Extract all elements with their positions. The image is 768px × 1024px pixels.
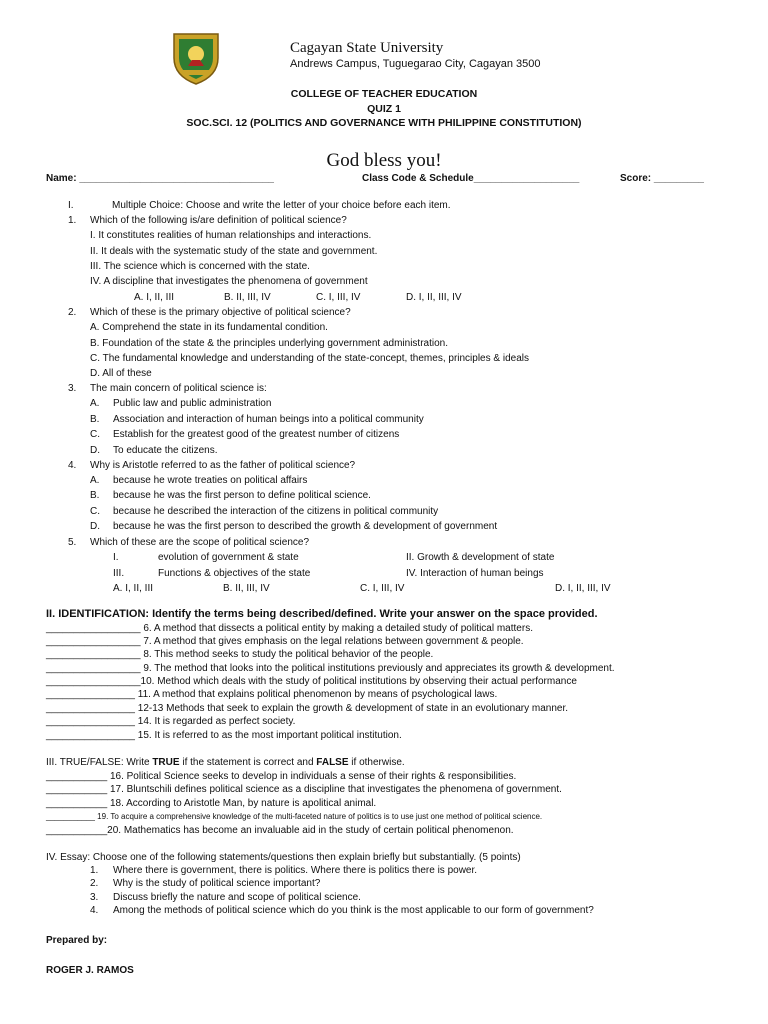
choice-a: A. I, II, III [113, 583, 154, 594]
part1-instruction: Multiple Choice: Choose and write the letter of your choice before each item. [112, 200, 451, 211]
choice-c: Establish for the greatest good of the greatest number of citizens [113, 429, 400, 440]
part4-title: IV. Essay: Choose one of the following statements/questions then explain briefly but substantially. (5 points) [46, 852, 521, 863]
true-false-item[interactable]: ___________ 17. Bluntschili defines political science as a discipline that investigates the phenomena of government. [46, 784, 562, 795]
true-false-item[interactable]: ___________ 18. According to Aristotle Man, by nature is apolitical animal. [46, 798, 377, 809]
identification-item[interactable]: ________________ 12-13 Methods that seek to explain the growth & development of state in an evolutionary manner. [46, 703, 569, 714]
choice-a: Public law and public administration [113, 398, 272, 409]
part3-title: III. TRUE/FALSE: Write TRUE if the statement is correct and FALSE if otherwise. [46, 757, 405, 768]
university-name: Cagayan State University [290, 40, 444, 56]
choice-b: B. II, III, IV [223, 583, 270, 594]
question-text: The main concern of political science is: [90, 383, 267, 394]
essay-item: Why is the study of political science important? [113, 878, 321, 889]
choice-c: C. I, III, IV [316, 292, 361, 303]
question-number: 5. [68, 537, 77, 548]
part2-title: II. IDENTIFICATION: Identify the terms being described/defined. Write your answer on the space provided. [46, 608, 598, 620]
essay-item: Among the methods of political science which do you think is the most applicable to our form of government? [113, 905, 594, 916]
identification-item[interactable]: ________________ 14. It is regarded as perfect society. [46, 716, 296, 727]
choice-d: D. I, II, III, IV [406, 292, 462, 303]
choice-a: A. I, II, III [134, 292, 175, 303]
question-number: 4. [68, 460, 77, 471]
question-text: Which of the following is/are definition of political science? [90, 215, 347, 226]
statement-iii: Functions & objectives of the state [158, 568, 311, 579]
choice-b: Association and interaction of human beings into a political community [113, 414, 424, 425]
statement-iii: III. The science which is concerned with the state. [90, 261, 310, 272]
class-code-field[interactable]: Class Code & Schedule___________________ [362, 173, 580, 184]
course-title: SOC.SCI. 12 (POLITICS AND GOVERNANCE WITH PHILIPPINE CONSTITUTION) [186, 117, 582, 129]
choice-d: because he was the first person to described the growth & development of government [113, 521, 498, 532]
university-seal-logo [170, 30, 222, 86]
choice-d: D. I, II, III, IV [555, 583, 611, 594]
choice-a: A. Comprehend the state in its fundamental condition. [90, 322, 328, 333]
essay-number: 3. [90, 892, 99, 903]
essay-item: Discuss briefly the nature and scope of political science. [113, 892, 361, 903]
choice-b: B. II, III, IV [224, 292, 271, 303]
identification-item[interactable]: _________________ 6. A method that dissects a political entity by making a detailed study of political matters. [46, 623, 533, 634]
choice-letter: A. [90, 475, 100, 486]
true-false-item[interactable]: ___________ 16. Political Science seeks to develop in individuals a sense of their rights & responsibilities. [46, 771, 517, 782]
identification-item[interactable]: _________________ 7. A method that gives emphasis on the legal relations between government & people. [46, 636, 524, 647]
choice-b: because he was the first person to define political science. [113, 490, 371, 501]
college-name: COLLEGE OF TEACHER EDUCATION [290, 88, 478, 100]
question-text: Why is Aristotle referred to as the father of political science? [90, 460, 356, 471]
identification-item[interactable]: _________________ 8. This method seeks to study the political behavior of the people. [46, 649, 434, 660]
essay-number: 2. [90, 878, 99, 889]
statement-i: I. It constitutes realities of human relationships and interactions. [90, 230, 372, 241]
true-false-item[interactable]: ___________20. Mathematics has become an invaluable aid in the study of certain political phenomenon. [46, 825, 514, 836]
choice-b: B. Foundation of the state & the principles underlying government administration. [90, 338, 448, 349]
choice-letter: D. [90, 521, 100, 532]
choice-letter: C. [90, 429, 100, 440]
statement-ii: II. Growth & development of state [406, 552, 555, 563]
question-number: 3. [68, 383, 77, 394]
prepared-by-label: Prepared by: [46, 935, 108, 946]
identification-item[interactable]: ________________ 11. A method that explains political phenomenon by means of psychological laws. [46, 689, 498, 700]
question-text: Which of these is the primary objective of political science? [90, 307, 351, 318]
choice-letter: B. [90, 414, 100, 425]
identification-item[interactable]: _________________10. Method which deals with the study of political institutions by observing their actual performance [46, 676, 577, 687]
score-field[interactable]: Score: _________ [620, 173, 704, 184]
campus-address: Andrews Campus, Tuguegarao City, Cagayan 3500 [290, 58, 541, 70]
question-number: 2. [68, 307, 77, 318]
statement-label: III. [113, 568, 125, 579]
essay-number: 1. [90, 865, 99, 876]
statement-ii: II. It deals with the systematic study of the state and government. [90, 246, 378, 257]
identification-item[interactable]: ________________ 15. It is referred to as the most important political institution. [46, 730, 402, 741]
preparer-name: ROGER J. RAMOS [46, 965, 134, 976]
choice-c: C. I, III, IV [360, 583, 405, 594]
essay-item: Where there is government, there is politics. Where there is politics there is power. [113, 865, 478, 876]
choice-letter: A. [90, 398, 100, 409]
part1-number: I. [68, 200, 74, 211]
true-false-item[interactable]: ___________ 19. To acquire a comprehensive knowledge of the multi-faceted nature of politics is to use just one method of political science. [46, 812, 543, 821]
choice-d: To educate the citizens. [113, 445, 218, 456]
choice-d: D. All of these [90, 368, 152, 379]
choice-c: because he described the interaction of the citizens in political community [113, 506, 439, 517]
identification-item[interactable]: _________________ 9. The method that looks into the political institutions previously and appreciates its growth & development. [46, 663, 615, 674]
quiz-title: QUIZ 1 [367, 103, 401, 115]
choice-c: C. The fundamental knowledge and understanding of the state-concept, themes, principles & ideals [90, 353, 529, 364]
question-text: Which of these are the scope of political science? [90, 537, 310, 548]
question-number: 1. [68, 215, 77, 226]
choice-letter: B. [90, 490, 100, 501]
choice-a: because he wrote treaties on political affairs [113, 475, 308, 486]
name-field[interactable]: Name: ___________________________________ [46, 173, 274, 184]
statement-i: evolution of government & state [158, 552, 299, 563]
greeting: God bless you! [326, 150, 442, 171]
statement-iv: IV. A discipline that investigates the phenomena of government [90, 276, 368, 287]
choice-letter: D. [90, 445, 100, 456]
essay-number: 4. [90, 905, 99, 916]
statement-label: I. [113, 552, 119, 563]
choice-letter: C. [90, 506, 100, 517]
statement-iv: IV. Interaction of human beings [406, 568, 544, 579]
